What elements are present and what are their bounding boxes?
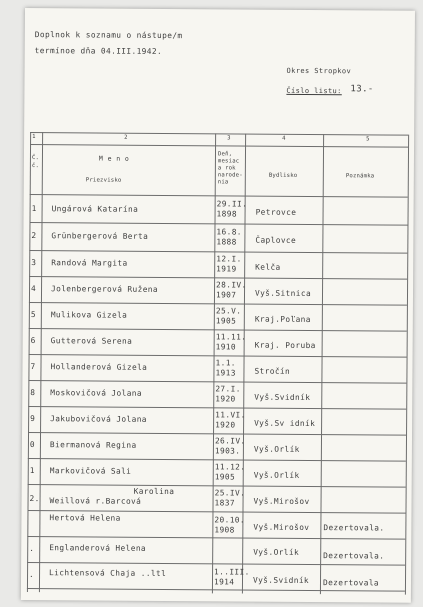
- row-residence: Vyš.Mirošov: [253, 522, 310, 532]
- row-residence: Čaplovce: [255, 235, 297, 245]
- row-birth-date: 29.II. 1898: [216, 199, 248, 219]
- column-number-4: 4: [282, 135, 286, 142]
- header-row-number: Č. č.: [31, 155, 40, 170]
- column-number-2: 2: [124, 134, 128, 141]
- row-birth-date: 26.IV. 1903.: [214, 436, 246, 456]
- row-number: 7: [30, 362, 36, 372]
- row-birth-date: 28.IV. 1907: [215, 280, 247, 300]
- row-birth-date: 25.V. 1905: [215, 306, 242, 326]
- column-number-3: 3: [227, 135, 231, 142]
- row-number: 3: [31, 258, 37, 268]
- row-birth-date: 11.11. 1910: [215, 332, 247, 352]
- row-number: 6: [30, 336, 36, 346]
- row-residence: Vyš.Orlík: [253, 470, 300, 480]
- row-residence: Vyš.Svidník: [254, 392, 311, 403]
- row-number: 9: [30, 414, 36, 424]
- row-residence: Stročín: [254, 366, 291, 376]
- row-residence: Kraj. Poruba: [254, 340, 316, 351]
- row-name: Hertová Helena: [49, 513, 121, 523]
- row-birth-date: 12.I. 1919: [216, 254, 242, 274]
- row-note: Dezertovala: [322, 578, 380, 588]
- row-number: 2: [31, 231, 37, 241]
- row-birth-date: 11.VI. 1920: [215, 410, 246, 430]
- row-name: Gutterová Serena: [50, 336, 133, 346]
- row-number: 8: [30, 388, 36, 398]
- row-residence: Vyš.Sitnica: [254, 288, 312, 299]
- row-residence: Vyš.Sv idník: [254, 418, 316, 429]
- row-birth-date: 20.10. 1908: [214, 515, 246, 535]
- row-note: Dezertovala.: [323, 523, 385, 533]
- header-birth-date: Deň, mesiac a rok narode- nia: [217, 151, 243, 186]
- row-name: Hollanderová Gizela: [50, 362, 148, 372]
- row-residence: Vyš.Orlík: [253, 547, 300, 557]
- row-note: Dezertovala.: [323, 551, 385, 561]
- column-number-1: 1: [32, 134, 36, 141]
- row-number: 5: [30, 310, 37, 320]
- row-name: Lichtensová Chaja ..ltl: [49, 568, 167, 578]
- row-birth-date: 16.8. 1888: [216, 227, 242, 247]
- header-note: Poznámka: [345, 173, 375, 180]
- row-number: 4: [31, 284, 37, 294]
- row-name: Jakubovičová Jolana: [50, 414, 147, 424]
- list-number-label: Číslo listu:: [286, 86, 342, 96]
- row-number: 0: [29, 440, 36, 450]
- row-number: .: [29, 544, 35, 554]
- header-residence: Bydlisko: [268, 172, 298, 179]
- row-residence: Vyš.Orlík: [253, 444, 300, 454]
- row-name: Grünbergerová Berta: [51, 231, 149, 241]
- header-name: M e n o: [98, 154, 130, 163]
- row-name: Englanderová Helena: [49, 543, 147, 553]
- row-residence: Kelča: [255, 262, 281, 272]
- document-page: [21, 8, 415, 603]
- row-number: .: [29, 570, 35, 580]
- district-label: Okres Stropkov: [286, 66, 352, 76]
- row-number: 1: [31, 204, 37, 214]
- row-name: Jolenbergerová Ružena: [51, 284, 159, 294]
- title-line-1: Doplnok k soznamu o nástupe/m: [34, 30, 183, 41]
- row-name: Mulikova Gizela: [50, 310, 128, 320]
- header-surname: Priezvisko: [85, 177, 122, 184]
- row-birth-date: 1..III. 1914: [213, 567, 250, 587]
- row-residence: Vyš.Svidník: [252, 575, 310, 585]
- column-number-5: 5: [366, 136, 370, 143]
- row-birth-date: 25.IV. 1837: [214, 488, 246, 508]
- row-residence: Petrovce: [255, 207, 297, 217]
- row-residence: Kraj.Poľana: [254, 314, 311, 325]
- row-name: Weillová r.Barcová: [49, 496, 142, 506]
- row-number: 2.: [29, 494, 40, 504]
- row-name-extra: Karolina: [133, 486, 175, 497]
- table-grid: [25, 8, 415, 11]
- row-birth-date: 1.1. 1913: [215, 358, 236, 378]
- row-name: Biermanová Regina: [49, 440, 137, 450]
- row-name: Moskovičová Jolana: [50, 388, 143, 398]
- row-residence: Vyš.Mirošov: [253, 496, 310, 506]
- row-birth-date: 11.12. 1905: [214, 462, 246, 482]
- list-number-value: 13.-: [350, 84, 374, 95]
- row-number: 1: [29, 466, 35, 476]
- row-name: Randová Margita: [51, 258, 128, 268]
- row-birth-date: 27.I. 1920: [215, 384, 241, 404]
- row-name: Ungárová Katarína: [51, 204, 139, 214]
- row-name: Markovičová Sali: [49, 466, 132, 476]
- title-line-2: termínoe dňa 04.III.1942.: [34, 46, 163, 56]
